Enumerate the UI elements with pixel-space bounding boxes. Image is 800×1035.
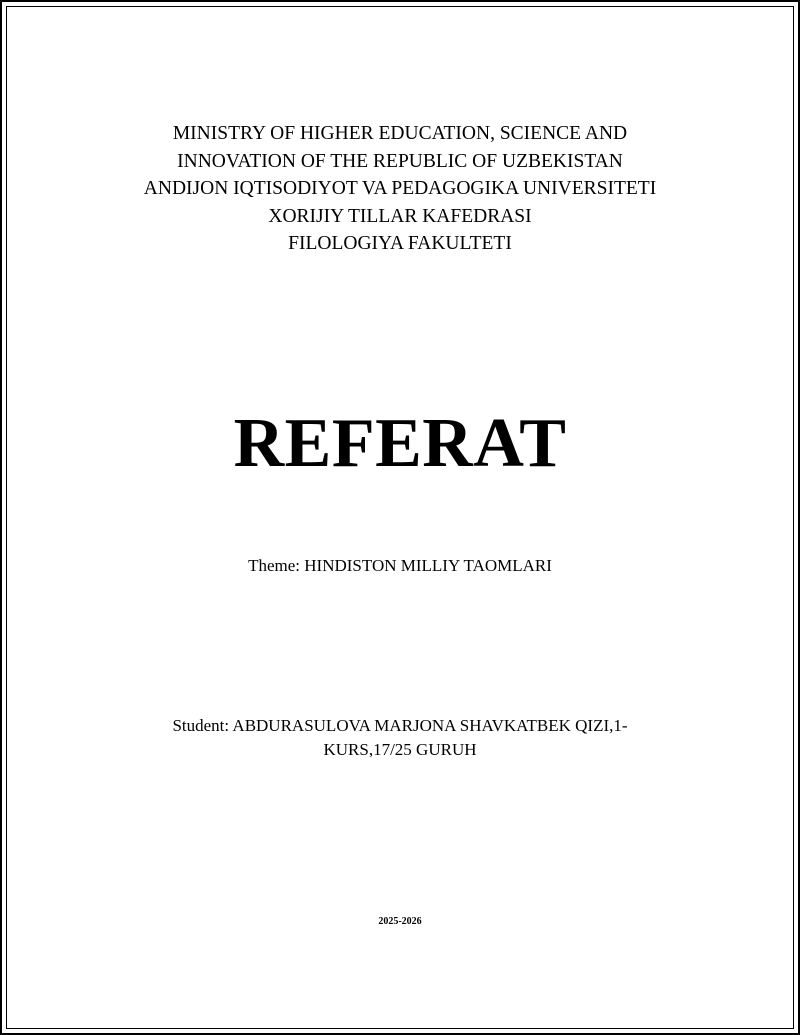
document-title: REFERAT [233,405,567,482]
header-line-faculty: FILOLOGIYA FAKULTETI [288,233,512,254]
header-line-ministry-1: MINISTRY OF HIGHER EDUCATION, SCIENCE AND [172,123,628,144]
header-line-department: XORIJIY TILLAR KAFEDRASI [268,205,532,227]
header-line-ministry-2: INNOVATION OF THE REPUBLIC OF UZBEKISTAN [177,150,623,172]
institution-header [0,120,800,258]
student-line-2: KURS,17/25 GURUH [323,740,477,759]
student-info [140,714,660,762]
theme-line: Theme: HINDISTON MILLIY TAOMLARI [248,556,552,575]
academic-year: 2025-2026 [378,916,422,927]
student-line-1: Student: ABDURASULOVA MARJONA SHAVKATBEK QIZI,1- [172,716,628,735]
header-line-university: ANDIJON IQTISODIYOT VA PEDAGOGIKA UNIVERSITETI [143,178,657,199]
